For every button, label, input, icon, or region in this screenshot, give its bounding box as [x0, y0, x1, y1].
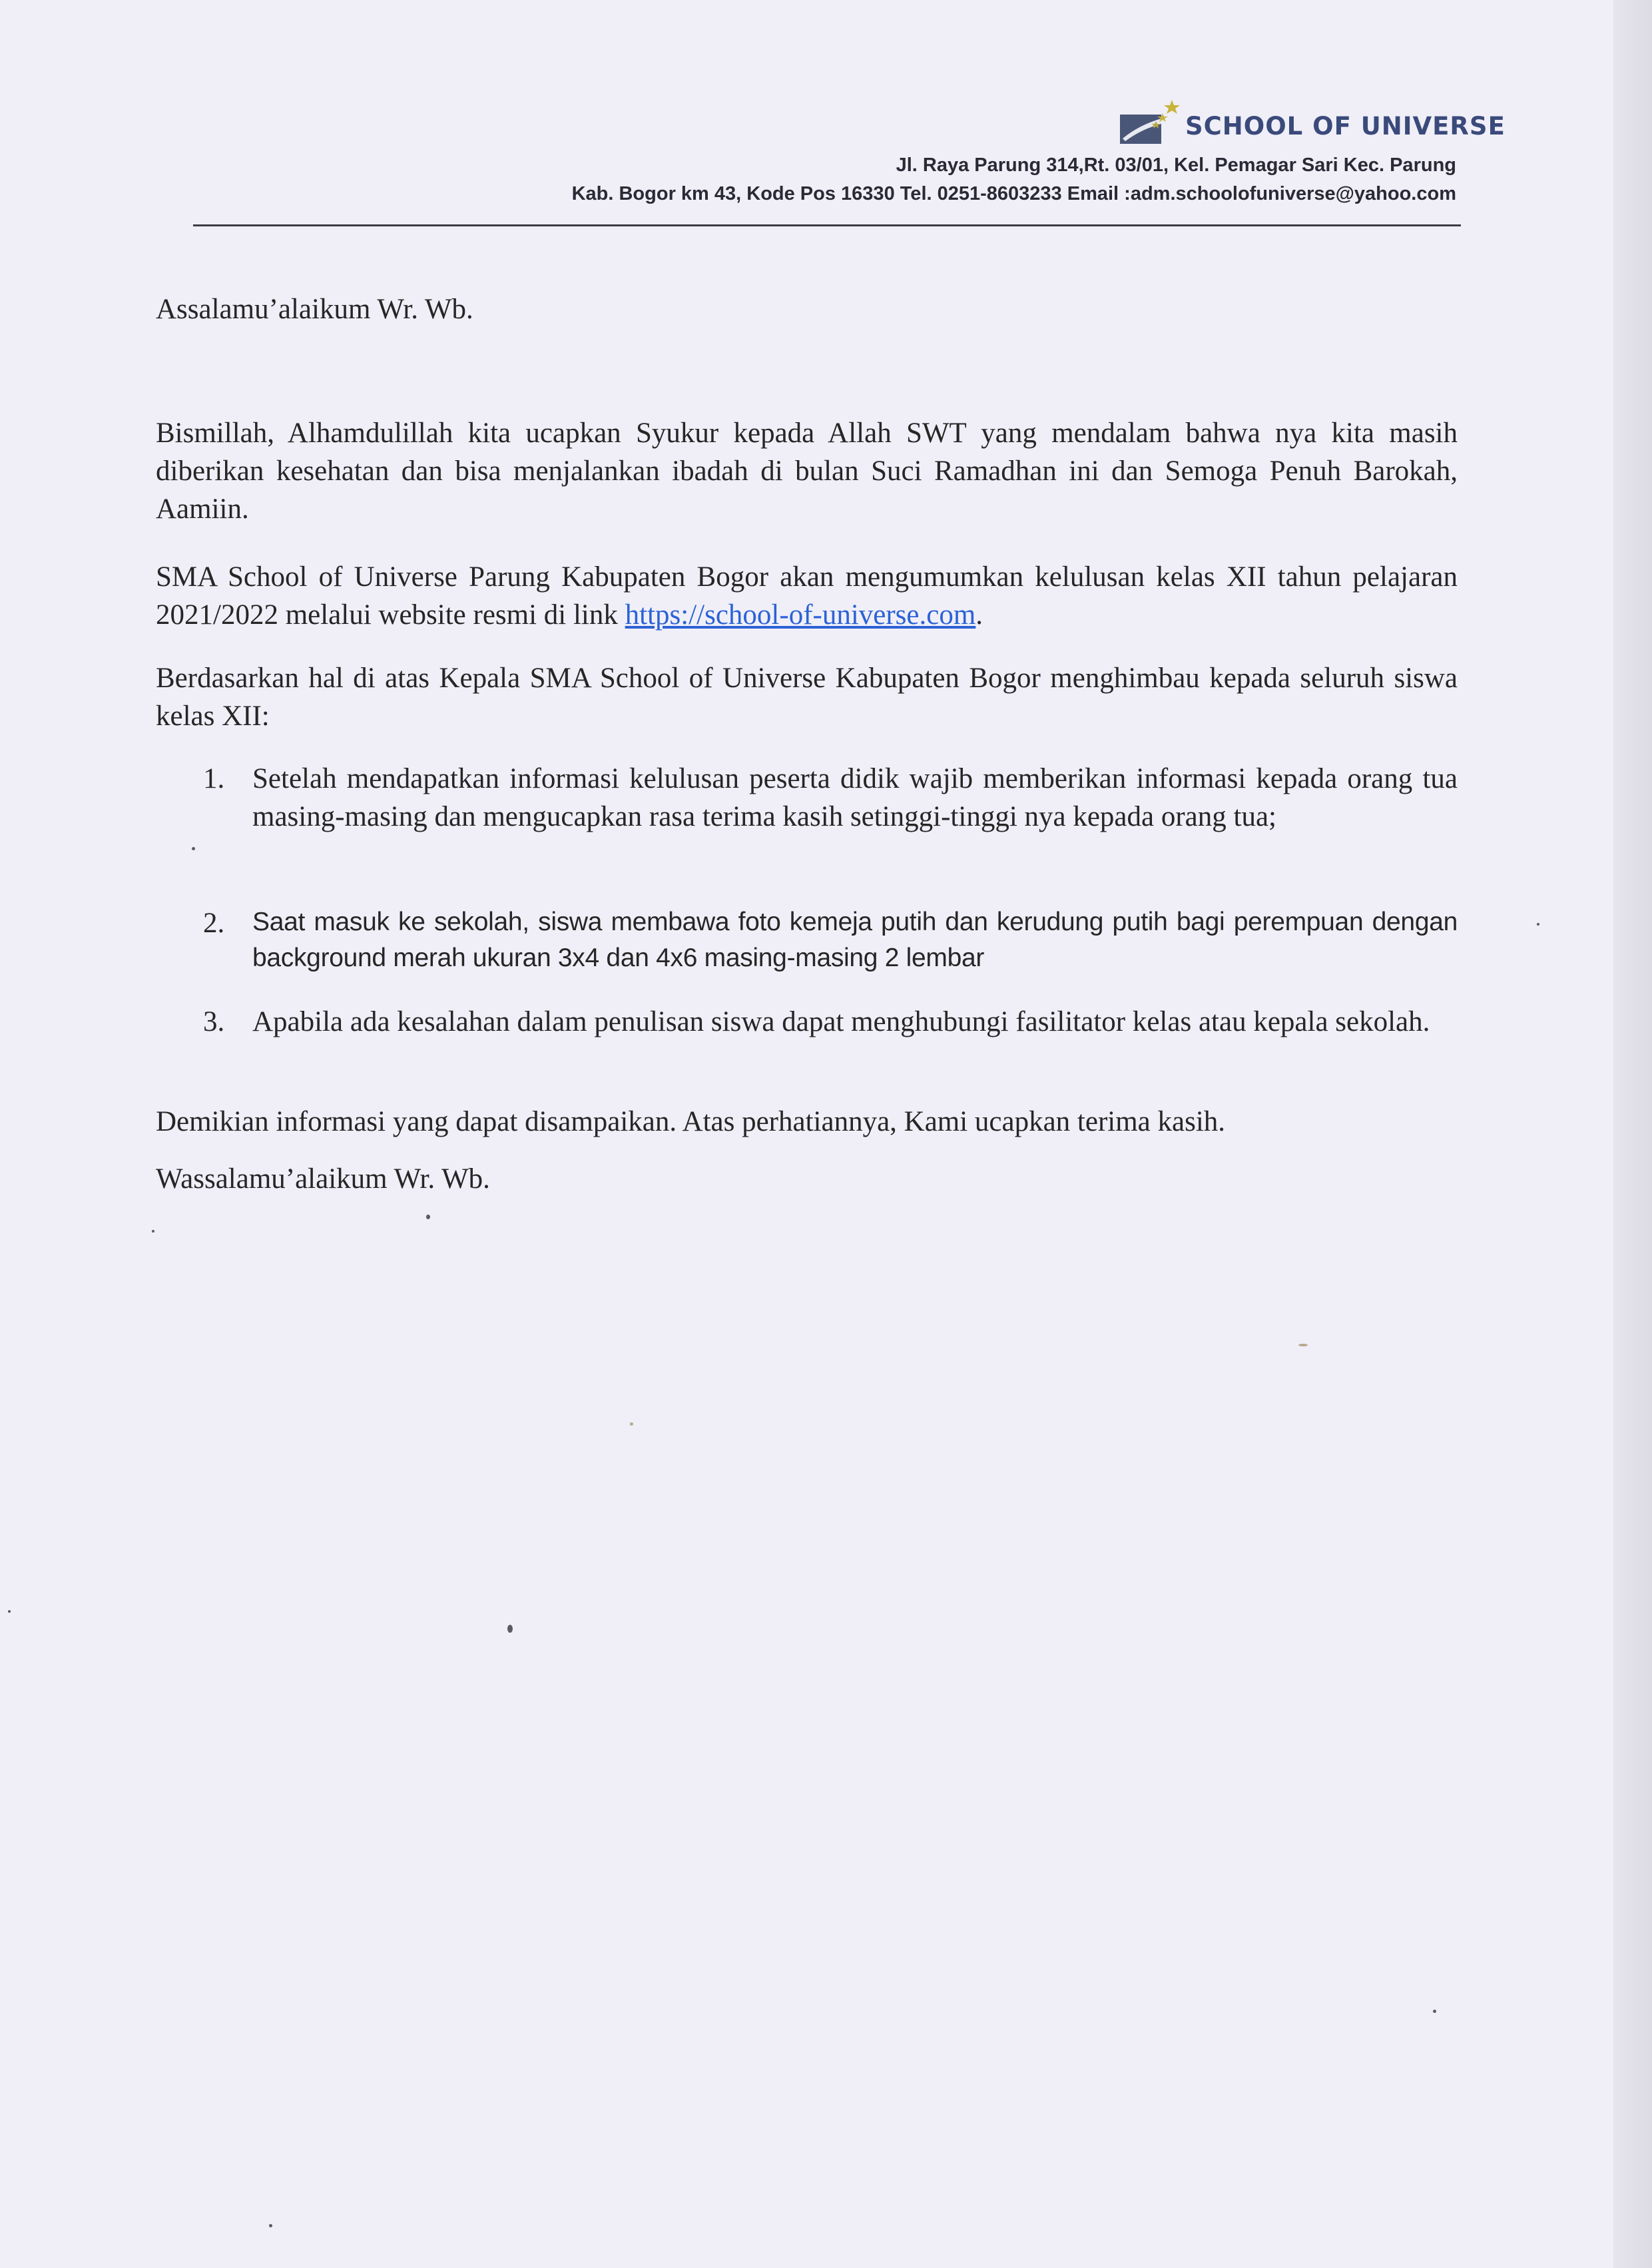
paragraph-announcement: [156, 558, 1458, 634]
list-item-number: 2.: [203, 908, 225, 939]
list-item: Apabila ada kesalahan dalam penulisan siswa dapat menghubungi fasilitator kelas atau kepala sekolah.: [252, 1006, 1430, 1037]
scan-speck: [426, 1215, 430, 1219]
scan-speck: [1537, 923, 1539, 926]
logo-stars-icon: [1119, 99, 1183, 145]
announcement-text: SMA School of Universe Parung Kabupaten Bogor akan mengumumkan kelulusan kelas XII tahun pelajaran 2021/2022 melalui website resmi di link: [156, 561, 1458, 631]
paragraph-instruction: Berdasarkan hal di atas Kepala SMA School of Universe Kabupaten Bogor menghimbau kepada seluruh siswa kelas XII:: [156, 663, 1458, 732]
announcement-period: .: [975, 599, 983, 631]
closing-sentence: Demikian informasi yang dapat disampaikan. Atas perhatiannya, Kami ucapkan terima kasih.: [156, 1106, 1226, 1137]
address-line-2: Kab. Bogor km 43, Kode Pos 16330 Tel. 0251-8603233 Email :adm.schoolofuniverse@yahoo.com: [571, 183, 1456, 204]
school-logo: [1119, 72, 1506, 145]
list-item: Setelah mendapatkan informasi kelulusan peserta didik wajib memberikan informasi kepada orang tua masing-masing dan mengucapkan rasa terima kasih setinggi-tinggi nya kepada orang tua;: [252, 763, 1458, 832]
scan-speck: [192, 847, 195, 850]
logo-text: SCHOOL OF UNIVERSE: [1185, 112, 1506, 141]
website-link[interactable]: https://school-of-universe.com: [625, 599, 976, 631]
scan-speck: [269, 2224, 272, 2227]
list-item-number: 1.: [203, 763, 225, 794]
greeting: Assalamu’alaikum Wr. Wb.: [156, 294, 473, 325]
scan-speck: [1433, 2010, 1436, 2013]
paragraph-opening: Bismillah, Alhamdulillah kita ucapkan Syukur kepada Allah SWT yang mendalam bahwa nya kita masih diberikan kesehatan dan bisa menjalankan ibadah di bulan Suci Ramadhan ini dan Semoga Penuh Barokah, Aamiin.: [156, 418, 1458, 525]
scan-edge-shadow: [1613, 0, 1652, 2268]
sign-off: Wassalamu’alaikum Wr. Wb.: [156, 1163, 490, 1195]
list-item: Saat masuk ke sekolah, siswa membawa foto kemeja putih dan kerudung putih bagi perempuan dengan background merah ukuran 3x4 dan 4x6 masing-masing 2 lembar: [252, 908, 1458, 972]
scan-speck: [8, 1610, 11, 1613]
scan-speck: [507, 1625, 513, 1633]
scan-speck: [630, 1422, 633, 1426]
letterhead-divider: [193, 224, 1461, 226]
address-line-1: Jl. Raya Parung 314,Rt. 03/01, Kel. Pemagar Sari Kec. Parung: [896, 154, 1456, 176]
list-item-number: 3.: [203, 1006, 225, 1037]
scan-speck: [152, 1230, 154, 1233]
scan-speck: [1298, 1344, 1308, 1346]
